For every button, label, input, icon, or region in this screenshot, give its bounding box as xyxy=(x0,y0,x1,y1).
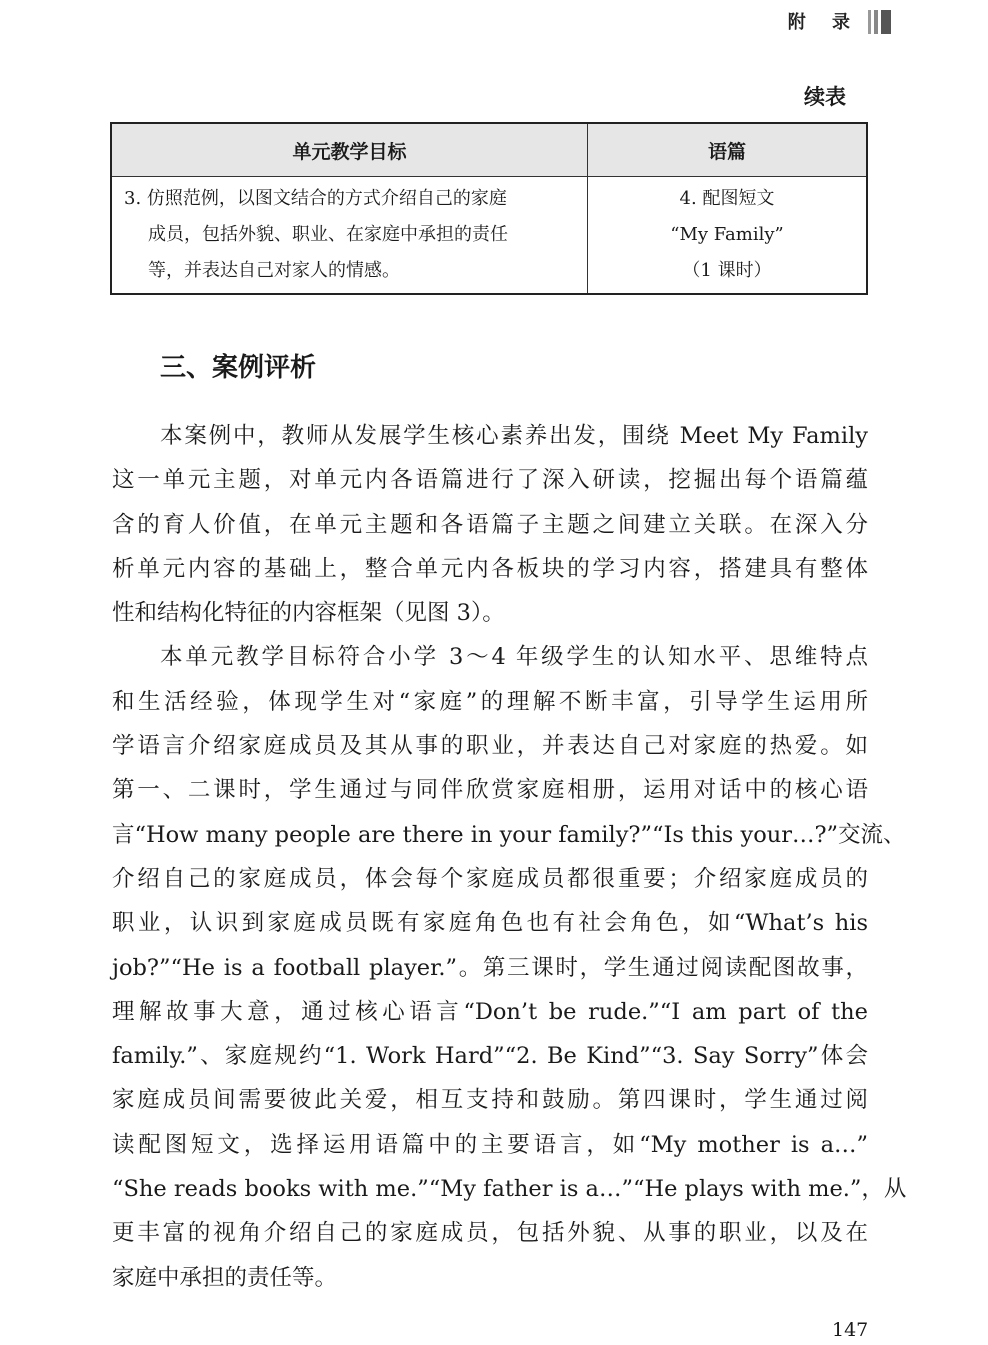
text-line: 4. 配图短文 xyxy=(679,188,775,209)
page-number: 147 xyxy=(832,1319,869,1341)
body-line: 本案例中，教师从发展学生核心素养出发，围绕 Meet My Family xyxy=(160,423,868,449)
goal-line: 3. 仿照范例，以图文结合的方式介绍自己的家庭 xyxy=(124,188,507,209)
body-line: 介绍自己的家庭成员，体会每个家庭成员都很重要；介绍家庭成员的 xyxy=(112,865,868,892)
body-line: 本单元教学目标符合小学 3～4 年级学生的认知水平、思维特点 xyxy=(160,644,868,671)
goal-line: 成员，包括外貌、职业、在家庭中承担的责任 xyxy=(148,224,508,245)
body-line: 和生活经验，体现学生对“家庭”的理解不断丰富，引导学生运用所 xyxy=(112,688,868,715)
body-line: family.”、家庭规约“1. Work Hard”“2. Be Kind”“3. Say Sorry”体会 xyxy=(112,1043,868,1070)
body-line: 读配图短文，选择运用语篇中的主要语言，如“My mother is a…” xyxy=(112,1131,868,1158)
goal-cell xyxy=(111,177,588,295)
unit-goals-table xyxy=(110,122,868,295)
text-cell xyxy=(588,177,868,295)
running-head: 附 录 xyxy=(787,12,860,33)
body-line: 职业，认识到家庭成员既有家庭角色也有社会角色，如“What’s his xyxy=(112,910,868,937)
table-row xyxy=(111,177,867,295)
table-continued-label: 续表 xyxy=(804,85,846,109)
body-line: “She reads books with me.”“My father is a…”“He plays with me.”，从 xyxy=(112,1176,907,1203)
body-line: 性和结构化特征的内容框架（见图 3）。 xyxy=(112,600,505,627)
body-line: 析单元内容的基础上，整合单元内各板块的学习内容，搭建具有整体 xyxy=(112,555,868,582)
body-line: 更丰富的视角介绍自己的家庭成员，包括外貌、从事的职业，以及在 xyxy=(112,1220,868,1247)
header-bars-decoration xyxy=(868,10,896,34)
column-header-text: 语篇 xyxy=(588,123,868,177)
body-line: job?”“He is a football player.”。第三课时，学生通过阅读配图故事， xyxy=(112,954,868,981)
body-line: 这一单元主题，对单元内各语篇进行了深入研读，挖掘出每个语篇蕴 xyxy=(112,467,868,494)
body-line: 学语言介绍家庭成员及其从事的职业，并表达自己对家庭的热爱。如 xyxy=(112,733,868,760)
body-line: 理解故事大意，通过核心语言“Don’t be rude.”“I am part of the xyxy=(112,998,868,1025)
body-line: 言“How many people are there in your family?”“Is this your…?”交流、 xyxy=(112,821,906,848)
column-header-goals: 单元教学目标 xyxy=(111,123,588,177)
text-line: “My Family” xyxy=(670,224,784,245)
body-line: 家庭中承担的责任等。 xyxy=(112,1264,338,1291)
case-analysis-body xyxy=(112,414,907,1300)
body-line: 家庭成员间需要彼此关爱，相互支持和鼓励。第四课时，学生通过阅 xyxy=(112,1087,868,1114)
body-line: 含的育人价值，在单元主题和各语篇子主题之间建立关联。在深入分 xyxy=(112,511,868,538)
body-line: 第一、二课时，学生通过与同伴欣赏家庭相册，运用对话中的核心语 xyxy=(112,777,868,804)
text-line: （1 课时） xyxy=(682,260,772,281)
section-title: 三、案例评析 xyxy=(160,353,317,383)
goal-line: 等，并表达自己对家人的情感。 xyxy=(148,260,400,281)
table-header-row xyxy=(111,123,867,177)
